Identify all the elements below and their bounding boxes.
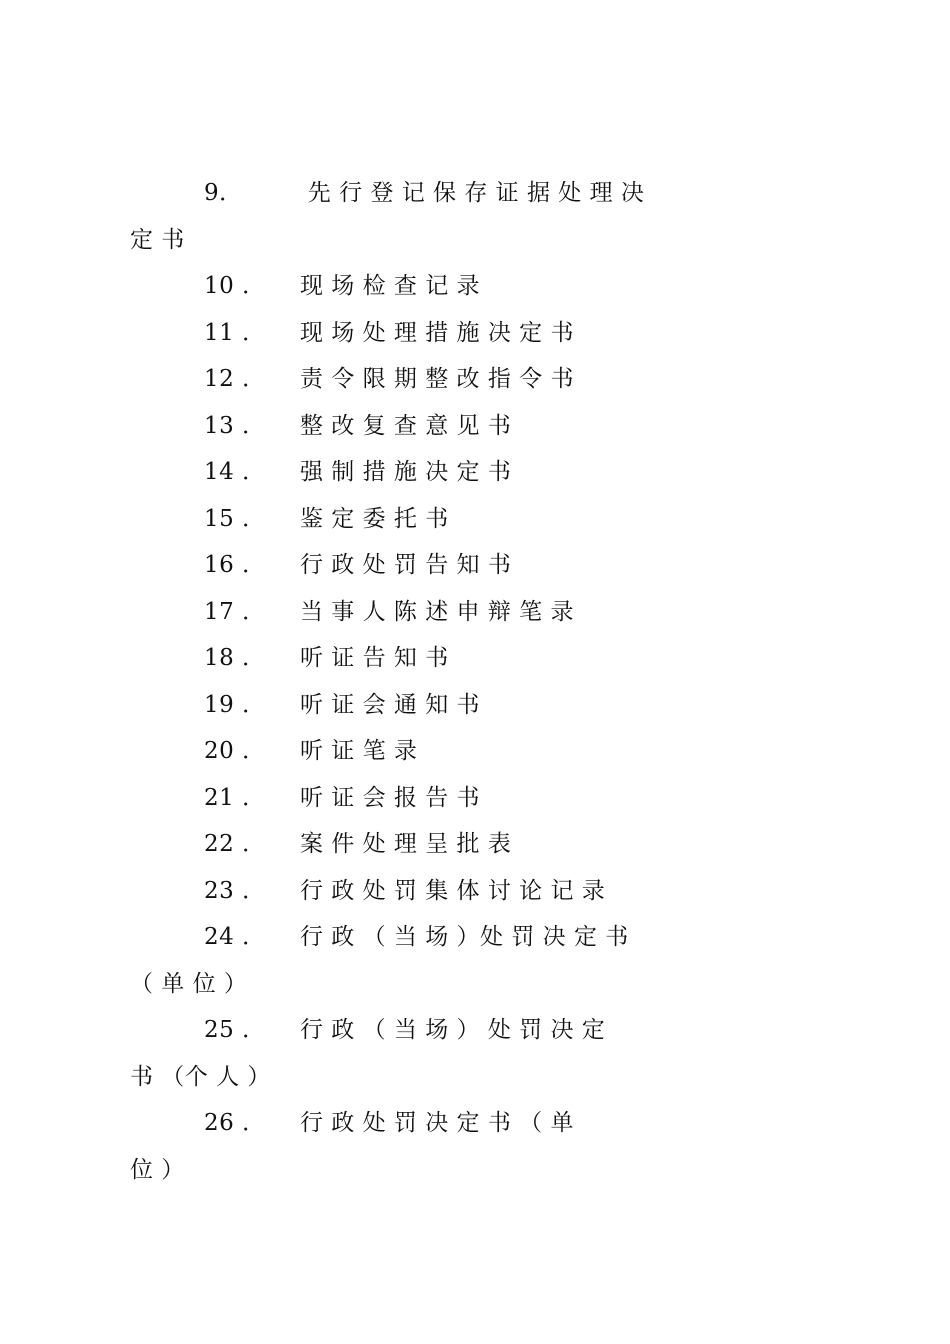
item-number: 11 ． — [204, 319, 266, 346]
item-text: 听 证 会 通 知 书 — [300, 691, 481, 718]
item-text: 鉴 定 委 托 书 — [300, 505, 449, 532]
item-number: 23 ． — [204, 877, 266, 904]
item-text: 行 政 （ 当 场 ）处 罚 决 定 书 — [300, 924, 629, 950]
item-number: 9． — [204, 180, 243, 206]
document-item-list — [130, 170, 810, 1193]
list-item — [130, 821, 810, 868]
item-number: 21 ． — [204, 784, 266, 811]
list-item — [130, 170, 810, 263]
item-text: 整 改 复 查 意 见 书 — [300, 412, 512, 439]
item-text: 先 行 登 记 保 存 证 据 处 理 决 — [300, 180, 645, 206]
item-text-continuation: （ 单 位 ） — [130, 970, 248, 997]
item-number: 25 ． — [204, 1017, 266, 1043]
item-text: 责 令 限 期 整 改 指 令 书 — [300, 366, 574, 392]
list-item — [130, 914, 810, 1007]
item-number: 20 ． — [204, 738, 266, 764]
item-number: 19 ． — [204, 691, 266, 718]
list-item — [130, 775, 810, 822]
item-number: 15 ． — [204, 505, 266, 532]
list-item — [130, 868, 810, 915]
list-item — [130, 589, 810, 636]
list-item — [130, 356, 810, 403]
item-text-continuation: 定 书 — [130, 226, 185, 253]
item-text: 案 件 处 理 呈 批 表 — [300, 831, 512, 857]
list-item — [130, 728, 810, 775]
list-item — [130, 263, 810, 310]
list-item — [130, 1100, 810, 1193]
item-number: 16 ． — [204, 552, 266, 578]
item-text: 听 证 告 知 书 — [300, 645, 449, 671]
item-number: 18 ． — [204, 645, 266, 671]
item-text: 行 政 （ 当 场 ） 处 罚 决 定 — [300, 1017, 606, 1043]
item-text: 听 证 会 报 告 书 — [300, 784, 481, 811]
list-item — [130, 542, 810, 589]
list-item — [130, 635, 810, 682]
list-item — [130, 310, 810, 357]
list-item — [130, 403, 810, 450]
list-item — [130, 496, 810, 543]
item-number: 12 ． — [204, 366, 266, 392]
item-number: 22 ． — [204, 831, 266, 857]
list-item — [130, 682, 810, 729]
item-number: 14 ． — [204, 459, 266, 485]
list-item — [130, 1007, 810, 1100]
item-number: 24 ． — [204, 924, 266, 950]
item-number: 10 ． — [204, 273, 266, 299]
item-text: 现 场 检 查 记 录 — [300, 273, 481, 299]
item-text: 强 制 措 施 决 定 书 — [300, 459, 512, 485]
item-text-continuation: 书 （个 人 ） — [130, 1063, 271, 1090]
item-text: 当 事 人 陈 述 申 辩 笔 录 — [300, 598, 574, 625]
item-text-continuation: 位 ） — [130, 1156, 185, 1183]
list-item — [130, 449, 810, 496]
item-number: 26 ． — [204, 1110, 266, 1136]
item-text: 行 政 处 罚 决 定 书 （ 单 — [300, 1110, 574, 1136]
item-text: 行 政 处 罚 集 体 讨 论 记 录 — [300, 877, 606, 904]
item-number: 17 ． — [204, 598, 266, 625]
item-number: 13 ． — [204, 412, 266, 439]
item-text: 行 政 处 罚 告 知 书 — [300, 552, 512, 578]
item-text: 现 场 处 理 措 施 决 定 书 — [300, 319, 574, 346]
item-text: 听 证 笔 录 — [300, 738, 418, 764]
